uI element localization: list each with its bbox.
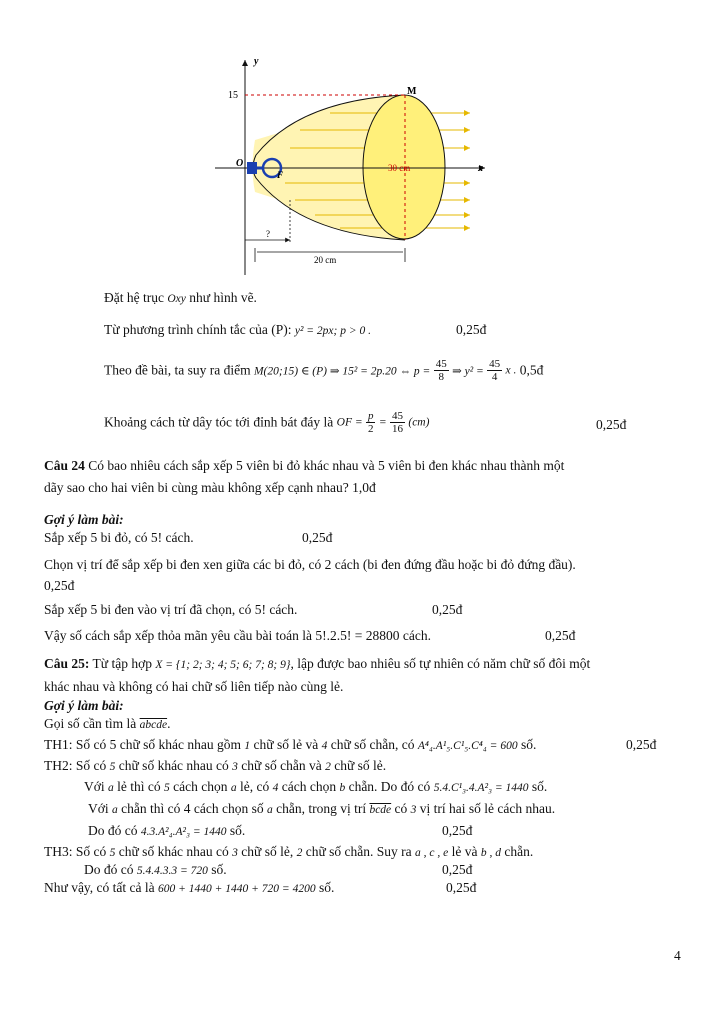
q24-hint: Gợi ý làm bài: — [44, 512, 124, 527]
q24-step1: Sắp xếp 5 bi đỏ, có 5! cách. — [44, 530, 194, 545]
lamp-socket — [247, 162, 257, 174]
q25-line1: Câu 25: Từ tập hợp X = {1; 2; 3; 4; 5; 6; 7; 8; 9}, lập được bao nhiêu số tự nhiên có năm chữ số đôi một — [44, 656, 591, 671]
s23-line3: Theo đề bài, ta suy ra điểm M(20;15) ∈ (P) ⇒ 15² = 2p.20 ⇔ p = $\frac{45}{8}$ ⇒ y² = $\frac{45}{4}$ x . 0,5đ — [104, 358, 544, 383]
y-value-label: 15 — [228, 90, 238, 101]
x-axis-label: x — [478, 163, 483, 174]
q24-step3: Sắp xếp 5 bi đen vào vị trí đã chọn, có 5! cách. — [44, 602, 298, 617]
q24-step1-score: 0,25đ — [302, 530, 333, 545]
paraboloid-figure — [210, 40, 500, 280]
q25-l1: Gọi số cần tìm là abcde. — [44, 716, 171, 731]
s23-line2: Từ phương trình chính tắc của (P): y² = 2px; p > 0 . — [104, 322, 371, 337]
q24-step2: Chọn vị trí để sắp xếp bi đen xen giữa các bi đỏ, có 2 cách (bi đen đứng đầu hoặc bi đỏ đứng đầu). — [44, 557, 576, 572]
frac-45-16: $\frac{45}{16}$ — [392, 410, 403, 435]
point-f-label: F — [277, 170, 284, 180]
point-m-label: M — [407, 86, 417, 97]
q25-w3: Do đó có 4.3.A²₄.A²₃ = 1440 số. — [88, 823, 246, 838]
q25-th1: TH1: Số có 5 chữ số khác nhau gồm 1 chữ số lẻ và 4 chữ số chẵn, có A⁴₄.A¹₅.C¹₅.C⁴₄ = 600 số. — [44, 737, 537, 752]
point-o-label: O — [236, 158, 244, 169]
y-axis-label: y — [254, 56, 259, 67]
q25-final: Như vậy, có tất cả là 600 + 1440 + 1440 + 720 = 4200 số. — [44, 880, 335, 895]
frac-45-8: $\frac{45}{8}$ — [435, 358, 447, 383]
s23-line4-score: 0,25đ — [596, 417, 627, 432]
s23-line2-score: 0,25đ — [456, 322, 487, 337]
q25-w1: Với a lẻ thì có 5 cách chọn a lẻ, có 4 cách chọn b chẵn. Do đó có 5.4.C¹₃.4.A²₃ = 1440 số. — [84, 779, 548, 794]
s23-line4: Khoảng cách từ dây tóc tới đỉnh bát đáy là OF = $\frac{p}{2}$ = $\frac{45}{16}$ (cm) — [104, 410, 430, 435]
unknown-label: ? — [266, 229, 270, 239]
frac-p-2: $\frac{p}{2}$ — [367, 410, 374, 435]
q25-th1-score: 0,25đ — [626, 737, 657, 752]
s23-line1: Đặt hệ trục Oxy như hình vẽ. — [104, 290, 257, 305]
q25-w4: Do đó có 5.4.4.3.3 = 720 số. — [84, 862, 227, 877]
q24-step4: Vậy số cách sắp xếp thỏa mãn yêu cầu bài toán là 5!.2.5! = 28800 cách. — [44, 628, 431, 643]
q25-th3: TH3: Số có 5 chữ số khác nhau có 3 chữ số lẻ, 2 chữ số chẵn. Suy ra a , c , e lẻ và b , d chẵn. — [44, 844, 534, 859]
q24-step3-score: 0,25đ — [432, 602, 463, 617]
width-label: 20 cm — [314, 255, 337, 265]
q25-hint: Gợi ý làm bài: — [44, 698, 124, 713]
q25-final-score: 0,25đ — [446, 880, 477, 895]
diameter-label: 30 cm — [388, 163, 411, 173]
q25-w2: Với a chẵn thì có 4 cách chọn số a chẵn, trong vị trí bcde có 3 vị trí hai số lẻ cách nhau. — [88, 801, 556, 816]
q25-th2: TH2: Số có 5 chữ số khác nhau có 3 chữ số chẵn và 2 chữ số lẻ. — [44, 758, 387, 773]
frac-45-4: $\frac{45}{4}$ — [489, 358, 501, 383]
q25-w3-score: 0,25đ — [442, 823, 473, 838]
q24-line1: Câu 24 Có bao nhiêu cách sắp xếp 5 viên bi đỏ khác nhau và 5 viên bi đen khác nhau thành một — [44, 458, 565, 473]
q25-w4-score: 0,25đ — [442, 862, 473, 877]
q25-line2: khác nhau và không có hai chữ số liên tiếp nào cùng lẻ. — [44, 679, 344, 694]
q24-step4-score: 0,25đ — [545, 628, 576, 643]
q24-line2: dãy sao cho hai viên bi cùng màu không xếp cạnh nhau? 1,0đ — [44, 480, 376, 495]
q24-step2-score: 0,25đ — [44, 578, 75, 593]
page-number: 4 — [674, 948, 681, 963]
